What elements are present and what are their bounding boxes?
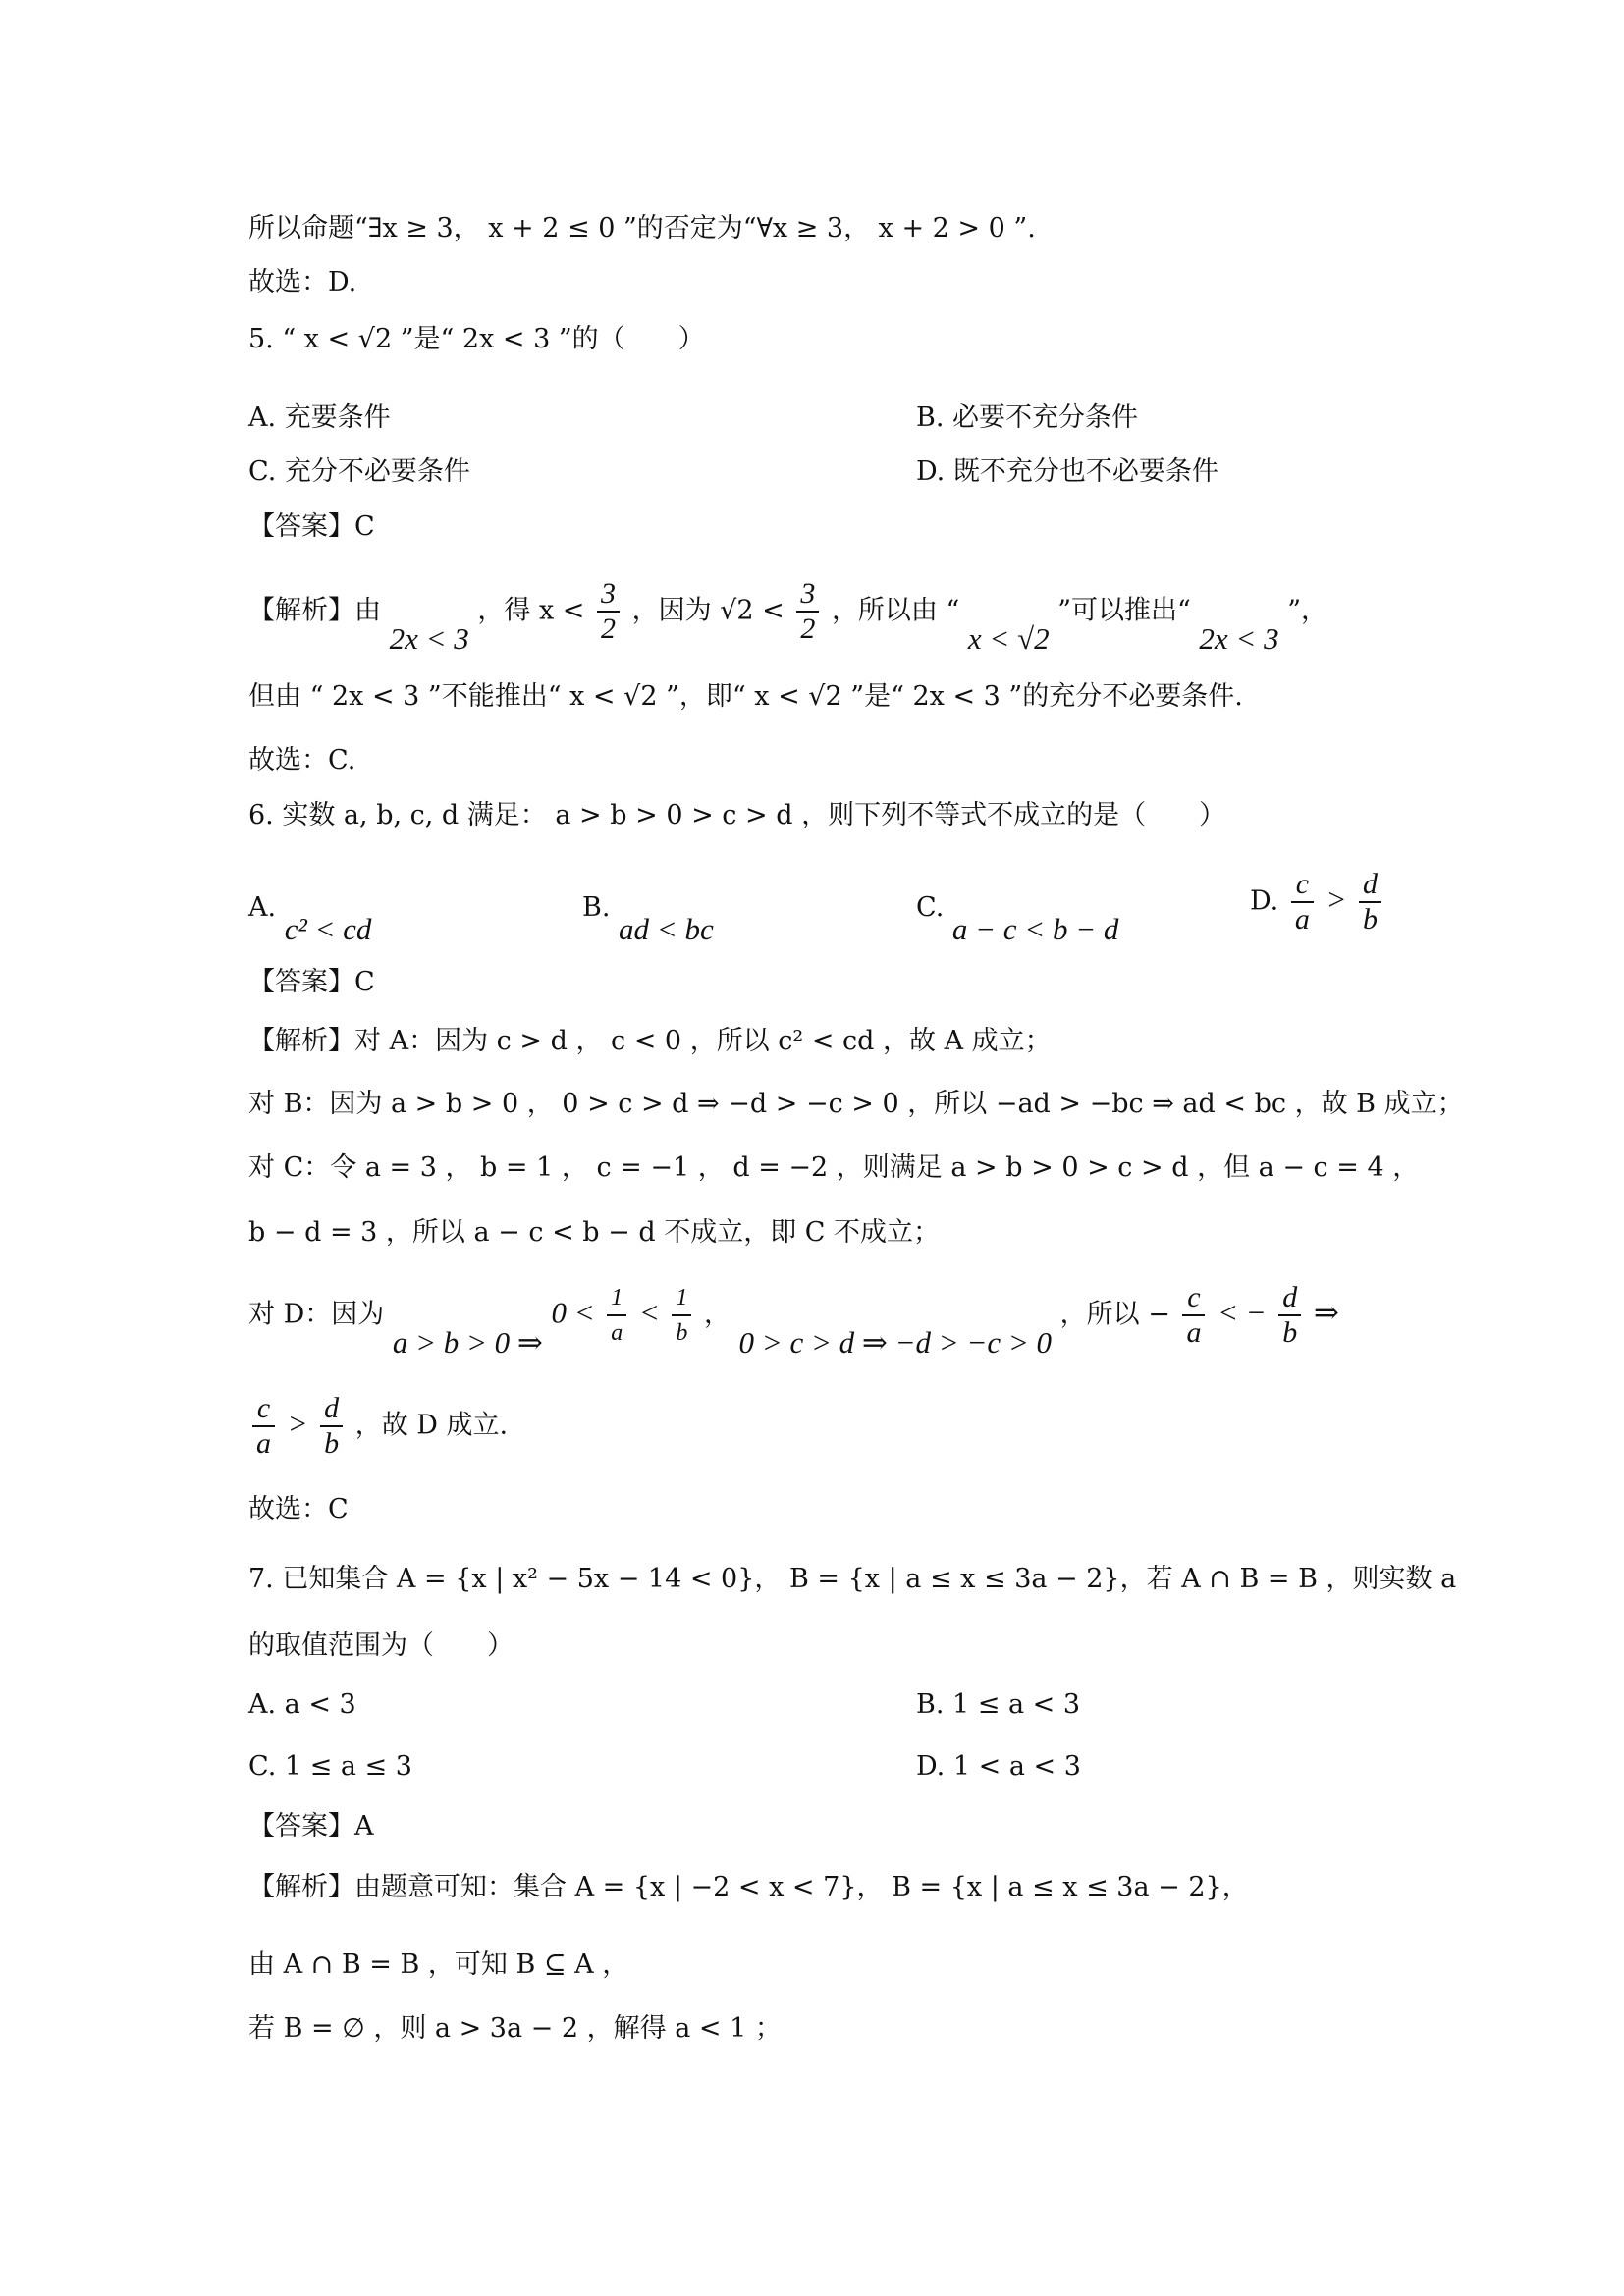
fraction — [672, 1281, 691, 1350]
option-label: A. — [248, 892, 277, 923]
q7-analysis-1: 【解析】由题意可知：集合 A = {x | −2 < x < 7}， B = {x | a ≤ x ≤ 3a − 2}， — [248, 1872, 1249, 1902]
numerator: c — [1182, 1281, 1205, 1316]
q5-option-b: B. 必要不充分条件 — [916, 402, 1139, 433]
q5-answer: 【答案】C — [248, 511, 375, 542]
question-6-stem: 6. 实数 a, b, c, d 满足： a > b > 0 > c > d ，则下列不等式不成立的是（ ） — [248, 800, 1226, 830]
q7-option-b: B. 1 ≤ a < 3 — [916, 1689, 1081, 1720]
q6-option-b — [582, 888, 714, 946]
text-segment: ”可以推出“ — [1057, 595, 1191, 626]
q5-option-d: D. 既不充分也不必要条件 — [916, 456, 1218, 487]
numerator: c — [252, 1392, 275, 1427]
math-expr: a − c < b − d — [951, 912, 1119, 946]
q6-answer: 【答案】C — [248, 967, 375, 997]
option-label: C. — [916, 892, 945, 923]
q6-analysis-b: 对 B：因为 a > b > 0 ， 0 > c > d ⇒ −d > −c > 0 ，所以 −ad > −bc ⇒ ad < bc ，故 B 成立； — [248, 1089, 1464, 1119]
q5-option-c: C. 充分不必要条件 — [248, 456, 470, 487]
numerator: 3 — [597, 577, 620, 613]
operator: < — [638, 1295, 660, 1330]
fraction — [1291, 868, 1314, 936]
q6-analysis-c1: 对 C：令 a = 3 ， b = 1 ， c = −1 ， d = −2 ，则满足 a > b > 0 > c > d ，但 a − c = 4 ， — [248, 1152, 1420, 1183]
q6-analysis-c2: b − d = 3 ，所以 a − c < b − d 不成立，即 C 不成立； — [248, 1217, 941, 1248]
negation-statement: 所以命题“∃x ≥ 3， x + 2 ≤ 0 ”的否定为“∀x ≥ 3， x + 2 > 0 ”. — [248, 213, 1036, 243]
choice-line: 故选：C — [248, 1494, 349, 1524]
text-segment: ，所以由 “ — [831, 595, 960, 626]
denominator: 2 — [600, 613, 616, 645]
q7-analysis-3: 若 B = ∅ ，则 a > 3a − 2 ，解得 a < 1 ； — [248, 2013, 782, 2044]
q6-analysis-d2 — [248, 1392, 508, 1461]
option-label: B. — [582, 892, 611, 923]
q6-option-c — [916, 888, 1119, 946]
math-expr: x < √2 — [967, 620, 1050, 656]
operator: > — [1326, 881, 1347, 917]
text-segment: ，所以 − — [1059, 1299, 1170, 1330]
operator: ⇒ — [1313, 1295, 1339, 1330]
math-expr: 2x < 3 — [389, 620, 469, 656]
math-expr: c² < cd — [284, 912, 372, 946]
q6-option-a — [248, 888, 372, 946]
operator: > — [287, 1406, 308, 1441]
q6-analysis-a: 【解析】对 A：因为 c > d ， c < 0 ，所以 c² < cd ，故 A 成立； — [248, 1026, 1052, 1056]
question-5-stem: 5. “ x < √2 ”是“ 2x < 3 ”的（ ） — [248, 324, 705, 354]
denominator: a — [1186, 1316, 1202, 1349]
q7-option-a: A. a < 3 — [248, 1689, 356, 1720]
numerator: 1 — [672, 1281, 691, 1316]
math-expr: 0 > c > d ⇒ −d > −c > 0 — [738, 1324, 1053, 1360]
text-segment: ，得 x < — [477, 595, 585, 626]
numerator: d — [320, 1392, 343, 1427]
fraction — [597, 577, 620, 646]
operator: < − — [1218, 1295, 1267, 1330]
fraction — [1182, 1281, 1205, 1350]
text-segment: ，因为 √2 < — [631, 595, 785, 626]
choice-line: 故选：D. — [248, 267, 357, 297]
q7-option-d: D. 1 < a < 3 — [916, 1751, 1081, 1782]
denominator: 2 — [800, 613, 816, 645]
math-expr: 2x < 3 — [1199, 620, 1279, 656]
denominator: a — [611, 1320, 623, 1346]
denominator: b — [676, 1320, 688, 1346]
q6-option-d — [1250, 868, 1385, 936]
text-segment: ，故 D 成立. — [354, 1410, 509, 1441]
numerator: 3 — [796, 577, 819, 613]
fraction — [1359, 868, 1381, 936]
question-7-stem-cont: 的取值范围为（ ） — [248, 1630, 514, 1661]
denominator: b — [1282, 1316, 1298, 1349]
denominator: a — [256, 1427, 271, 1460]
q7-option-c: C. 1 ≤ a ≤ 3 — [248, 1751, 412, 1782]
math-expr: 0 < — [551, 1295, 595, 1330]
q5-analysis-line1 — [248, 577, 1328, 656]
denominator: b — [1362, 903, 1378, 935]
numerator: 1 — [607, 1281, 626, 1316]
fraction — [252, 1392, 275, 1461]
text-segment: ”， — [1287, 595, 1328, 626]
fraction — [1278, 1281, 1301, 1350]
text-segment: ， — [703, 1299, 731, 1330]
text-segment: 对 D：因为 — [248, 1299, 385, 1330]
analysis-label: 【解析】由 — [248, 595, 381, 626]
denominator: b — [324, 1427, 340, 1460]
numerator: d — [1278, 1281, 1301, 1316]
q5-option-a: A. 充要条件 — [248, 402, 391, 433]
fraction — [607, 1281, 626, 1350]
q6-analysis-d1 — [248, 1281, 1339, 1360]
option-label: D. — [1250, 885, 1279, 917]
q5-analysis-line2: 但由 “ 2x < 3 ”不能推出“ x < √2 ”，即“ x < √2 ”是“ 2x < 3 ”的充分不必要条件. — [248, 681, 1243, 712]
fraction — [796, 577, 819, 646]
numerator: d — [1359, 868, 1381, 903]
denominator: a — [1294, 903, 1310, 935]
choice-line: 故选：C. — [248, 745, 356, 775]
q7-answer: 【答案】A — [248, 1811, 374, 1842]
numerator: c — [1291, 868, 1314, 903]
fraction — [320, 1392, 343, 1461]
question-7-stem: 7. 已知集合 A = {x | x² − 5x − 14 < 0}， B = {x | a ≤ x ≤ 3a − 2}，若 A ∩ B = B ，则实数 a — [248, 1564, 1457, 1594]
math-expr: a > b > 0 ⇒ — [392, 1324, 543, 1360]
q7-analysis-2: 由 A ∩ B = B ，可知 B ⊆ A ， — [248, 1949, 629, 1980]
math-expr: ad < bc — [619, 912, 714, 946]
